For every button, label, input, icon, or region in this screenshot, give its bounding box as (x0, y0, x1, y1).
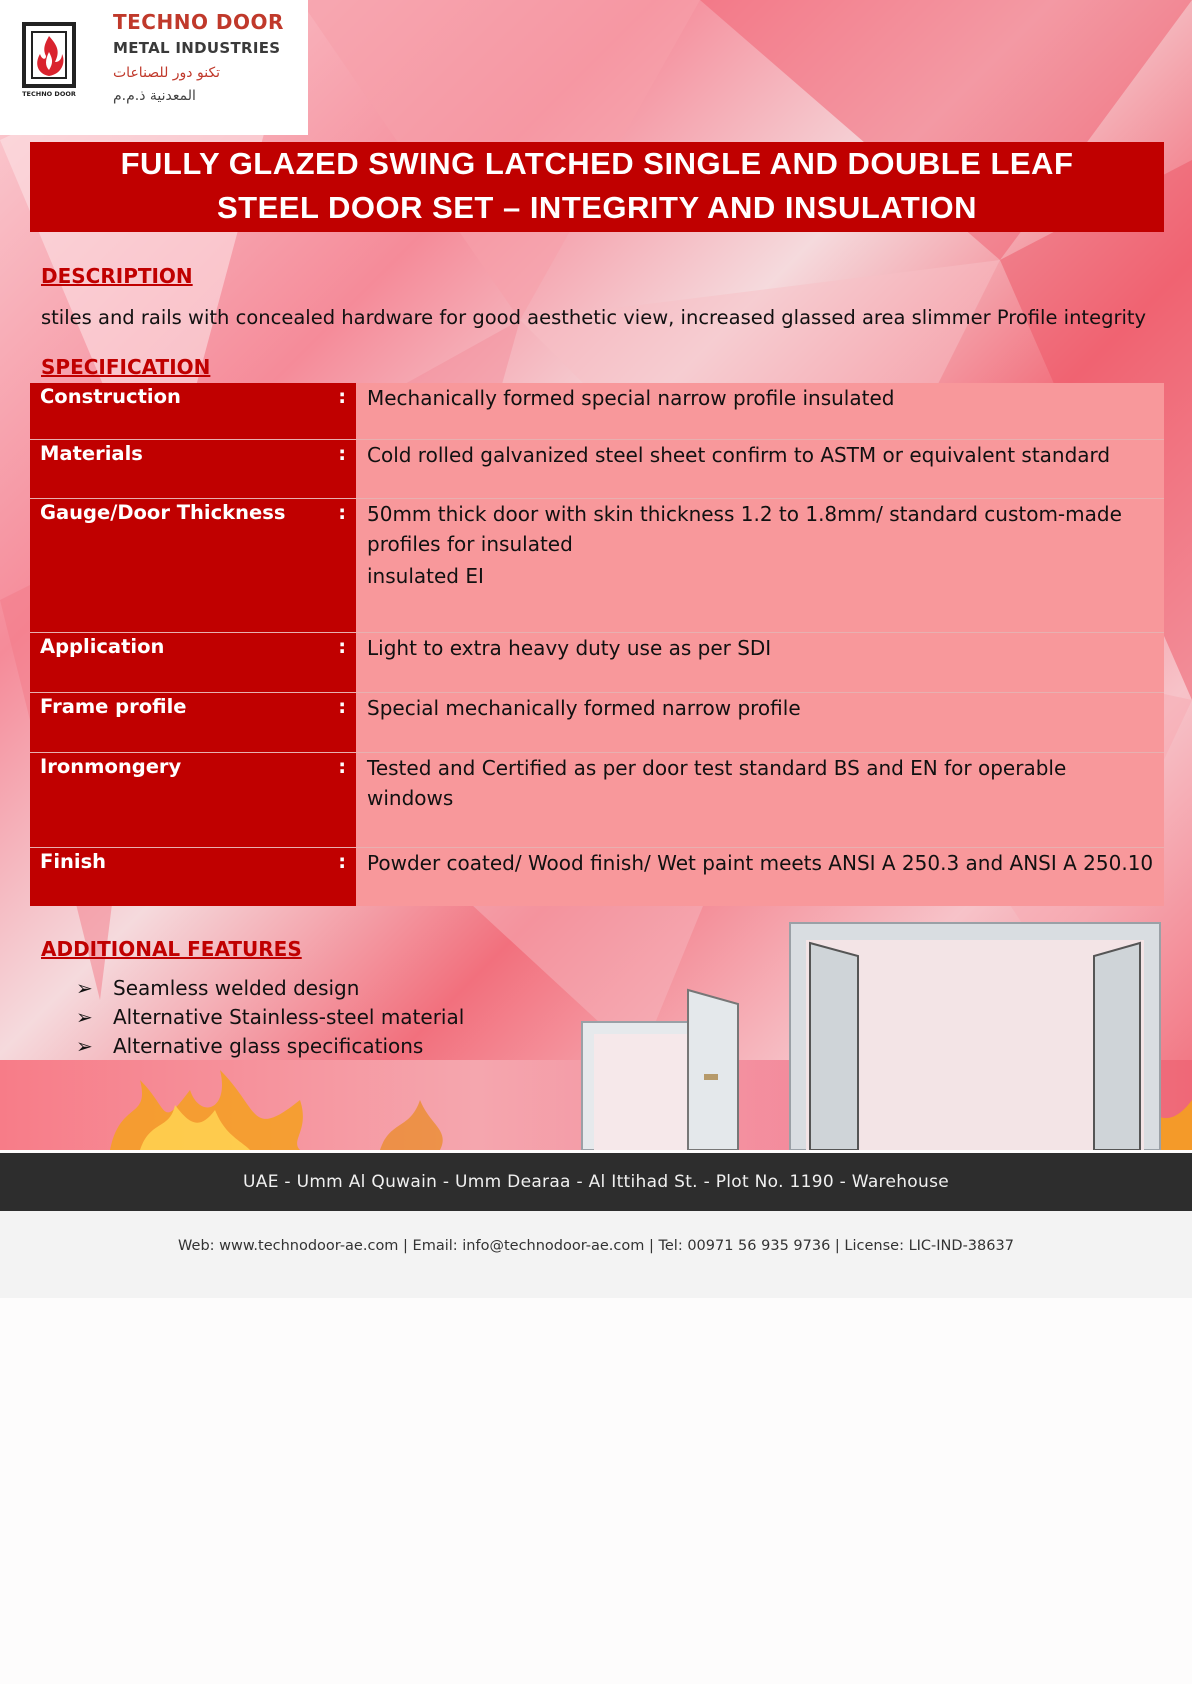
spec-value: Cold rolled galvanized steel sheet confirm to ASTM or equivalent standard (367, 443, 1111, 467)
spec-colon: : (338, 850, 346, 873)
spec-colon: : (338, 501, 346, 524)
spec-value: Mechanically formed special narrow profile insulated (367, 386, 895, 410)
spec-value-cell (356, 848, 1164, 906)
spec-label: Gauge/Door Thickness (40, 501, 286, 524)
spec-value-cell (356, 440, 1164, 498)
spec-label-cell (30, 693, 356, 752)
spec-label: Materials (40, 442, 143, 465)
feature-text: Alternative glass specifications (113, 1034, 424, 1058)
spec-colon: : (338, 385, 346, 408)
spec-row-finish (30, 848, 1164, 906)
footer-address-bar: UAE - Umm Al Quwain - Umm Dearaa - Al Ittihad St. - Plot No. 1190 - Warehouse (0, 1153, 1192, 1211)
spec-value: Tested and Certified as per door test standard BS and EN for operable windows (367, 756, 1067, 810)
title-line-1: FULLY GLAZED SWING LATCHED SINGLE AND DOUBLE LEAF (120, 146, 1074, 181)
spec-colon: : (338, 755, 346, 778)
spec-label: Finish (40, 850, 107, 873)
spec-label: Ironmongery (40, 755, 182, 778)
spec-colon: : (338, 442, 346, 465)
spec-value: 50mm thick door with skin thickness 1.2 to 1.8mm/ standard custom-made profiles for insulated (367, 502, 1122, 556)
spec-value-cell (356, 499, 1164, 632)
spec-value: Special mechanically formed narrow profile (367, 696, 801, 720)
spec-colon: : (338, 635, 346, 658)
spec-colon: : (338, 695, 346, 718)
spec-label: Application (40, 635, 165, 658)
spec-value-cell (356, 753, 1164, 847)
spec-label-cell (30, 383, 356, 439)
document-title (30, 142, 1164, 232)
door-illustration (578, 918, 1178, 1150)
spec-value-cell (356, 633, 1164, 692)
brand-subtitle: METAL INDUSTRIES (113, 39, 281, 57)
brand-arabic-line-2: المعدنية ذ.م.م (113, 88, 196, 104)
spec-value: Powder coated/ Wood finish/ Wet paint meets ANSI A 250.3 and ANSI A 250.10 (367, 851, 1154, 875)
spec-row-application (30, 633, 1164, 693)
description-heading: DESCRIPTION (41, 264, 193, 288)
spec-label-cell (30, 440, 356, 498)
footer-contact-bar: Web: www.technodoor-ae.com | Email: info@technodoor-ae.com | Tel: 00971 56 935 9736 | License: LIC-IND-38637 (0, 1211, 1192, 1298)
spec-value: Light to extra heavy duty use as per SDI (367, 636, 772, 660)
spec-label: Frame profile (40, 695, 187, 718)
spec-label-cell (30, 848, 356, 906)
logo-caption: TECHNO DOOR (22, 90, 76, 98)
bullet-arrow-icon: ➢ (76, 1034, 93, 1058)
techno-door-logo-icon (22, 22, 80, 100)
spec-row-materials (30, 440, 1164, 499)
feature-text: Alternative Stainless-steel material (113, 1005, 465, 1029)
spec-label-cell (30, 633, 356, 692)
spec-label-cell (30, 753, 356, 847)
description-text-content: stiles and rails with concealed hardware for good aesthetic view, increased glassed area slimmer Profile integrity (41, 308, 1147, 329)
description-text (41, 308, 1161, 334)
specification-heading: SPECIFICATION (41, 355, 211, 379)
brand-name: TECHNO DOOR (113, 10, 284, 34)
spec-value-cell (356, 693, 1164, 752)
spec-row-frame-profile (30, 693, 1164, 753)
bullet-arrow-icon: ➢ (76, 1005, 93, 1029)
additional-features-heading: ADDITIONAL FEATURES (41, 937, 302, 961)
title-line-2: STEEL DOOR SET – INTEGRITY AND INSULATION (217, 190, 977, 225)
spec-value-extra: insulated EI (367, 564, 484, 588)
spec-row-construction (30, 383, 1164, 440)
spec-label: Construction (40, 385, 181, 408)
bullet-arrow-icon: ➢ (76, 976, 93, 1000)
specification-table (30, 383, 1164, 906)
spec-label-cell (30, 499, 356, 632)
spec-value-cell (356, 383, 1164, 439)
spec-row-ironmongery (30, 753, 1164, 848)
brand-arabic-line-1: تكنو دور للصناعات (113, 65, 221, 81)
feature-text: Seamless welded design (113, 976, 360, 1000)
logo-header (0, 0, 308, 135)
spec-row-gauge-thickness (30, 499, 1164, 633)
